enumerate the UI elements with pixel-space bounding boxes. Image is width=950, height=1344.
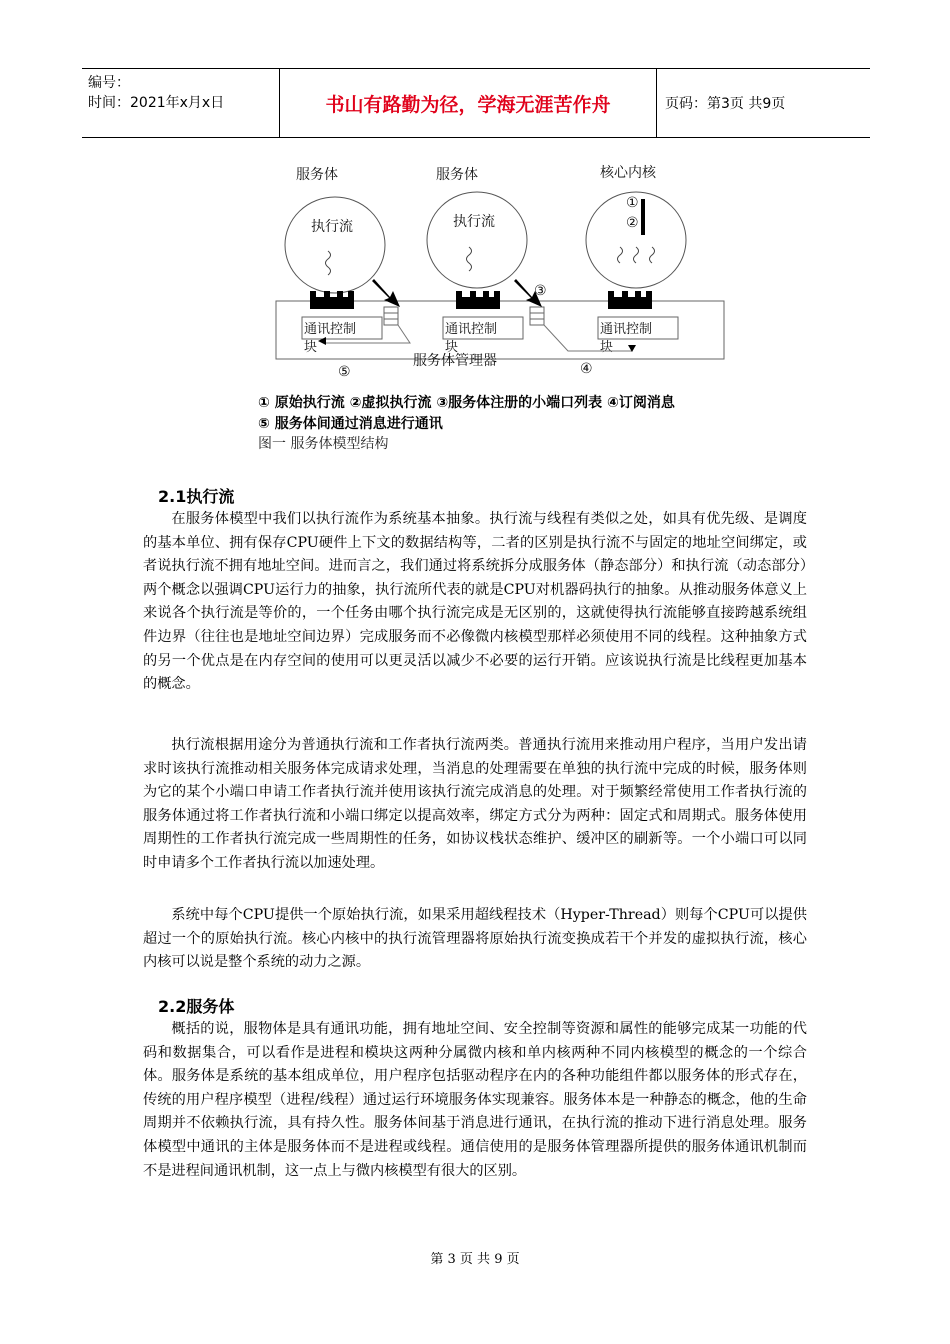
page-footer: 第 3 页 共 9 页 (430, 1252, 520, 1267)
register-arrow-1 (372, 279, 400, 307)
legend-line-2: ⑤ 服务体间通过消息进行通讯 (258, 416, 443, 432)
comm-label-2: 通讯控制 (445, 322, 498, 337)
raw-flow-bar (641, 199, 645, 235)
port-list-1 (384, 307, 398, 325)
service-circle-1 (285, 197, 385, 293)
legend-line-1: ① 原始执行流 ②虚拟执行流 ③服务体注册的小端口列表 ④订阅消息 (258, 395, 675, 411)
section-heading-2-1: 2.1执行流 (158, 487, 235, 506)
figure-caption: 图一 服务体模型结构 (258, 436, 389, 452)
section-heading-2-2: 2.2服务体 (158, 997, 235, 1016)
flow-label-2: 执行流 (453, 214, 495, 230)
comm-label-3b: 块 (600, 340, 614, 355)
comm-label-3: 通讯控制 (600, 322, 653, 337)
marker-5: ⑤ (338, 364, 351, 380)
flow-squiggle-2 (467, 247, 472, 271)
kernel-squiggle-1 (618, 247, 623, 263)
comm-label-1: 通讯控制 (304, 322, 357, 337)
header-page-info: 页码：第3页 共9页 (665, 96, 786, 112)
flow-label-1: 执行流 (311, 219, 353, 235)
service-label-2: 服务体 (436, 167, 478, 183)
paragraph: 系统中每个CPU提供一个原始执行流，如果采用超线程技术（Hyper-Thread）则每个CPU可以提供超过一个的原始执行流。核心内核中的执行流管理器将原始执行流变换成若干个并发的虚拟执行流，核心内核可以说是整个系统的动力之源。 (143, 907, 807, 971)
marker-3: ③ (534, 283, 547, 299)
marker-1: ① (626, 195, 639, 211)
kernel-squiggle-3 (650, 247, 655, 263)
page-header (82, 68, 870, 138)
header-motto: 书山有路勤为径，学海无涯苦作舟 (280, 69, 657, 137)
comm-label-2b: 块 (445, 340, 459, 355)
figure-legend (258, 393, 675, 435)
paragraph: 在服务体模型中我们以执行流作为系统基本抽象。执行流与线程有类似之处，如具有优先级、是调度的基本单位、拥有保存CPU硬件上下文的数据结构等，二者的区别是执行流不与固定的地址空间绑定，或者说执行流不拥有地址空间。进而言之，我们通过将系统拆分成服务体（静态部分）和执行流（动态部分）两个概念以强调CPU运行力的抽象，执行流所代表的就是CPU对机器码执行的抽象。从推动服务体意义上来说各个执行流是等价的，一个任务由哪个执行流完成是无区别的，这就使得执行流能够直接跨越系统组件边界（往往也是地址空间边界）完成服务而不必像微内核模型那样必须使用不同的线程。这种抽象方式的另一个优点是在内存空间的使用可以更灵活以减少不必要的运行开销。应该说执行流是比线程更加基本的概念。 (143, 511, 807, 693)
kernel-label: 核心内核 (600, 165, 656, 181)
port-comb-3 (608, 291, 652, 309)
header-meta (82, 69, 280, 137)
port-list-2 (530, 307, 544, 325)
manager-label: 服务体管理器 (413, 353, 497, 369)
service-model-diagram (250, 155, 750, 395)
service-circle-2 (427, 192, 527, 288)
marker-4: ④ (580, 361, 593, 377)
port-comb-2 (456, 291, 500, 309)
flow-squiggle-1 (326, 251, 331, 275)
paragraph: 执行流根据用途分为普通执行流和工作者执行流两类。普通执行流用来推动用户程序，当用户发出请求时该执行流推动相关服务体完成请求处理，当消息的处理需要在单独的执行流中完成的时候，服务体则为它的某个小端口申请工作者执行流并使用该执行流完成消息的处理。对于频繁经常使用工作者执行流的服务体通过将工作者执行流和小端口绑定以提高效率，绑定方式分为两种：固定式和周期式。服务体使用周期性的工作者执行流完成一些周期性的任务，如协议栈状态维护、缓冲区的刷新等。一个小端口可以同时申请多个工作者执行流以加速处理。 (143, 737, 807, 871)
comm-label-1b: 块 (304, 340, 318, 355)
port-comb-1 (310, 291, 354, 309)
number-label: 编号： (88, 75, 130, 91)
marker-2: ② (626, 215, 639, 231)
kernel-squiggle-2 (634, 247, 639, 263)
paragraph: 概括的说，服物体是具有通讯功能，拥有地址空间、安全控制等资源和属性的能够完成某一功能的代码和数据集合，可以看作是进程和模块这两种分属微内核和单内核两种不同内核模型的概念的一个综合体。服务体是系统的基本组成单位，用户程序包括驱动程序在内的各种功能组件都以服务体的形式存在，传统的用户程序模型（进程/线程）通过运行环境服务体实现兼容。服务体本是一种静态的概念，他的生命周期并不依赖执行流，具有持久性。服务体间基于消息进行通讯，在执行流的推动下进行消息处理。服务体模型中通讯的主体是服务体而不是进程或线程。通信使用的是服务体管理器所提供的服务体通讯机制而不是进程间通讯机制，这一点上与微内核模型有很大的区别。 (143, 1021, 807, 1179)
service-label-1: 服务体 (296, 167, 338, 183)
time-label: 时间：2021年x月x日 (88, 95, 225, 111)
